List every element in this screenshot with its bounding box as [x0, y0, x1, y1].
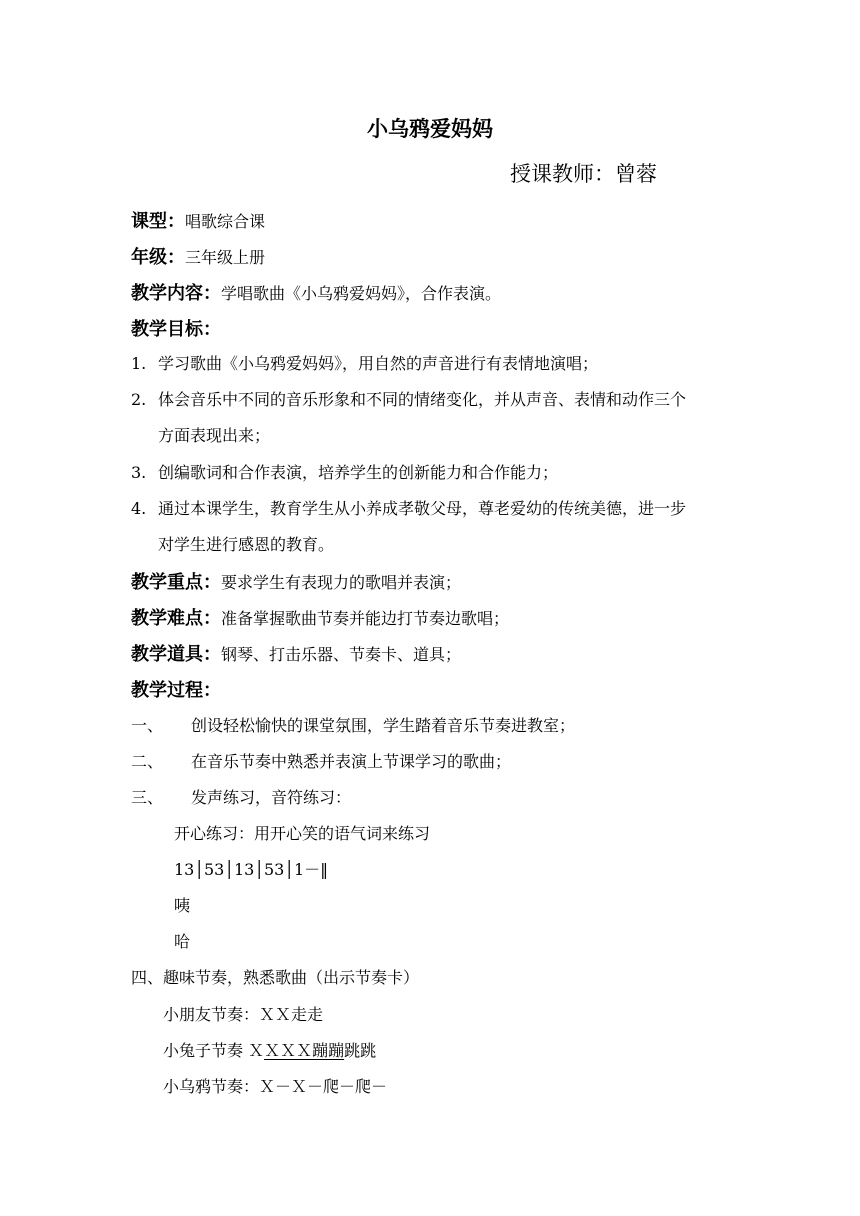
field-difficulty: [131, 604, 509, 630]
objective-text: 体会音乐中不同的音乐形象和不同的情绪变化，并从声音、表情和动作三个: [158, 390, 687, 409]
process-number: 三、: [131, 788, 164, 807]
field-value: 准备掌握歌曲节奏并能边打节奏边歌唱；: [221, 609, 510, 628]
rhythm-line: 小朋友节奏：ＸＸ走走: [163, 1005, 324, 1024]
field-label: 课型：: [131, 211, 185, 232]
process-step: [131, 749, 511, 772]
field-label: 年级：: [131, 247, 185, 268]
field-content: [131, 279, 501, 305]
field-key-point: [131, 568, 461, 594]
process-number: 二、: [131, 752, 164, 771]
rhythm-line: 小乌鸦节奏：Ｘ－Ｘ－爬－爬－: [163, 1077, 388, 1096]
process-heading: 教学过程：: [131, 680, 221, 701]
objective-number: 1.: [131, 354, 147, 373]
process-number: 一、: [131, 716, 164, 735]
objective-item: [131, 460, 558, 483]
objective-number: 4.: [131, 499, 147, 518]
objective-item: [131, 496, 686, 519]
process-text: 创设轻松愉快的课堂氛围，学生踏着音乐节奏进教室；: [191, 716, 576, 735]
process-step-four: 四、趣味节奏，熟悉歌曲（出示节奏卡）: [131, 968, 420, 987]
practice-notes: 13│53│13│53│1－‖: [174, 860, 329, 879]
field-props: [131, 640, 461, 666]
field-value: 要求学生有表现力的歌唱并表演；: [221, 573, 462, 592]
field-label: 教学道具：: [131, 644, 221, 665]
rhythm-text: 小兔子节奏 Ｘ: [163, 1041, 265, 1060]
field-value: 钢琴、打击乐器、节奏卡、道具；: [221, 645, 462, 664]
process-step: [131, 785, 351, 808]
field-label: 教学重点：: [131, 572, 221, 593]
objective-text: 通过本课学生，教育学生从小养成孝敬父母，尊老爱幼的传统美德，进一步: [158, 499, 687, 518]
objective-item: [131, 351, 598, 374]
objective-text-continued: 方面表现出来；: [158, 426, 271, 445]
objective-item: [131, 387, 686, 410]
objective-text-continued: 对学生进行感恩的教育。: [158, 535, 335, 554]
objectives-heading: 教学目标：: [131, 319, 221, 340]
rhythm-line: [163, 1038, 376, 1061]
rhythm-text: 跳跳: [344, 1041, 377, 1060]
field-value: 学唱歌曲《小乌鸦爱妈妈》，合作表演。: [221, 284, 502, 303]
field-grade: [131, 243, 265, 269]
process-text: 发声练习，音符练习：: [191, 788, 352, 807]
objective-number: 2.: [131, 390, 147, 409]
objective-text: 学习歌曲《小乌鸦爱妈妈》，用自然的声音进行有表情地演唱；: [158, 354, 599, 373]
document-title: 小乌鸦爱妈妈: [367, 116, 493, 141]
field-lesson-type: [131, 207, 265, 233]
field-label: 教学内容：: [131, 283, 221, 304]
process-step: [131, 713, 575, 736]
teacher-line: 授课教师：曾蓉: [510, 162, 657, 186]
field-label: 教学难点：: [131, 608, 221, 629]
practice-word: 哈: [174, 932, 191, 951]
process-text: 在音乐节奏中熟悉并表演上节课学习的歌曲；: [191, 752, 512, 771]
field-value: 唱歌综合课: [185, 212, 266, 231]
practice-intro: 开心练习：用开心笑的语气词来练习: [174, 824, 431, 843]
rhythm-underlined: ＸＸＸ蹦蹦: [264, 1041, 345, 1060]
objective-text: 创编歌词和合作表演，培养学生的创新能力和合作能力；: [158, 463, 559, 482]
objective-number: 3.: [131, 463, 147, 482]
practice-word: 咦: [174, 896, 191, 915]
field-value: 三年级上册: [185, 248, 266, 267]
